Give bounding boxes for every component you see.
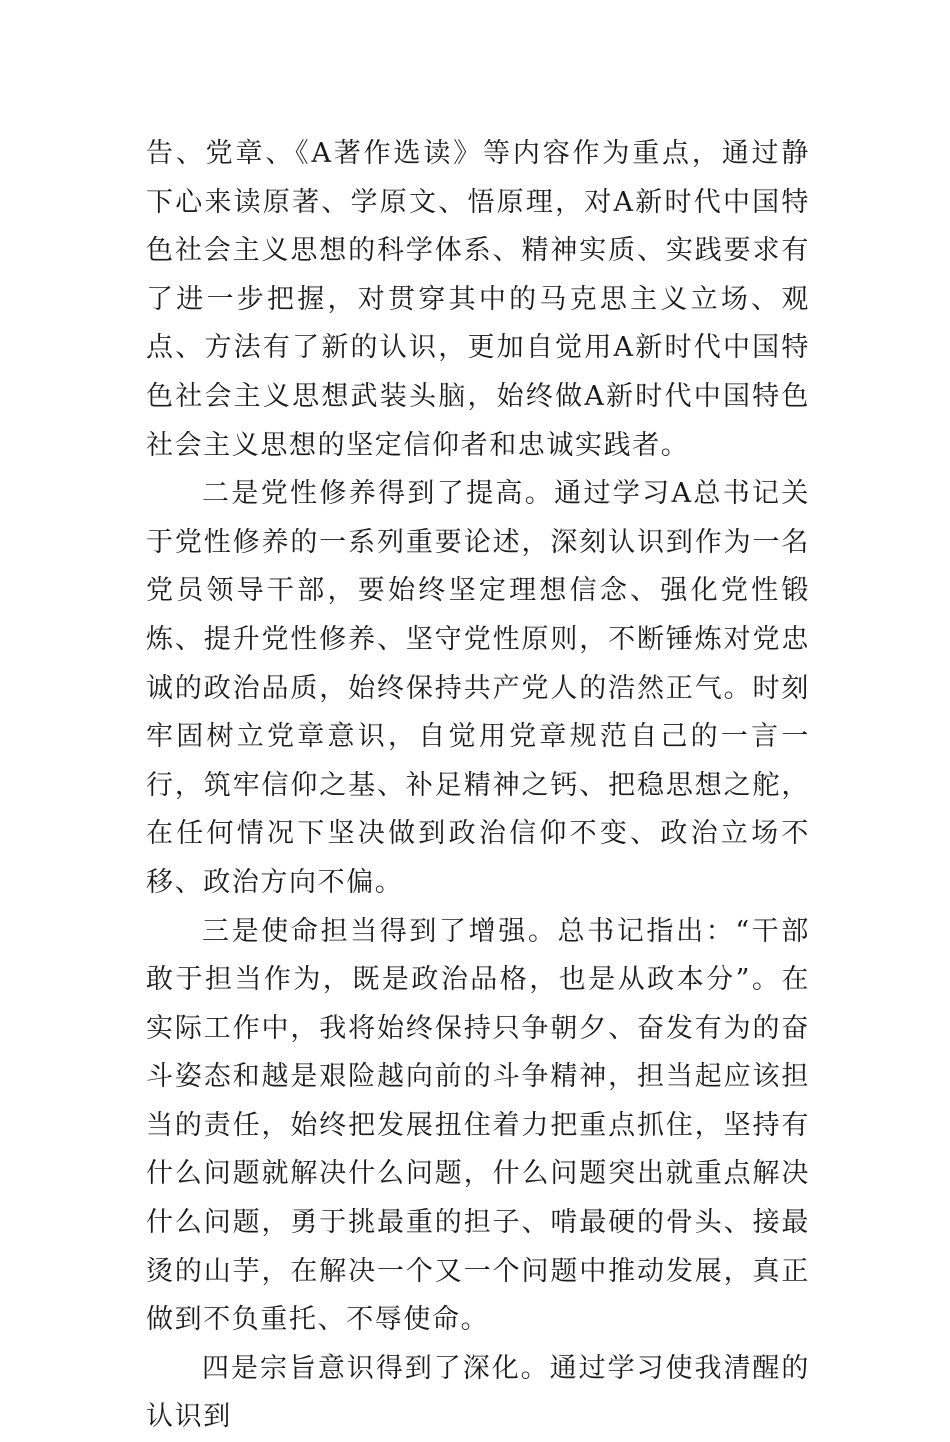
paragraph-mission: 三是使命担当得到了增强。总书记指出：“干部敢于担当作为，既是政治品格，也是从政本分”。在实际工作中，我将始终保持只争朝夕、奋发有为的奋斗姿态和越是艰险越向前的斗争精神，担当起应该担当的责任，始终把发展扭住着力把重点抓住，坚持有什么问题就解决什么问题，什么问题突出就重点解决什么问题，勇于挑最重的担子、啃最硬的骨头、接最烫的山芋，在解决一个又一个问题中推动发展，真正做到不负重托、不辱使命。 — [146, 915, 810, 1336]
paragraph-continuation: 告、党章、《A著作选读》等内容作为重点，通过静下心来读原著、学原文、悟原理，对A新时代中国特色社会主义思想的科学体系、精神实质、实践要求有了进一步把握，对贯穿其中的马克思主义立场、观点、方法有了新的认识，更加自觉用A新时代中国特色社会主义思想武装头脑，始终做A新时代中国特色社会主义思想的坚定信仰者和忠诚实践者。 — [146, 138, 810, 461]
paragraph-purpose: 四是宗旨意识得到了深化。通过学习使我清醒的认识到 — [146, 1352, 810, 1433]
body-text — [146, 130, 810, 1442]
paragraph-party-spirit: 二是党性修养得到了提高。通过学习A总书记关于党性修养的一系列重要论述，深刻认识到作为一名党员领导干部，要始终坚定理想信念、强化党性锻炼、提升党性修养、坚守党性原则，不断锤炼对党忠诚的政治品质，始终保持共产党人的浩然正气。时刻牢固树立党章意识，自觉用党章规范自己的一言一行，筑牢信仰之基、补足精神之钙、把稳思想之舵，在任何情况下坚决做到政治信仰不变、政治立场不移、政治方向不偏。 — [146, 478, 810, 898]
